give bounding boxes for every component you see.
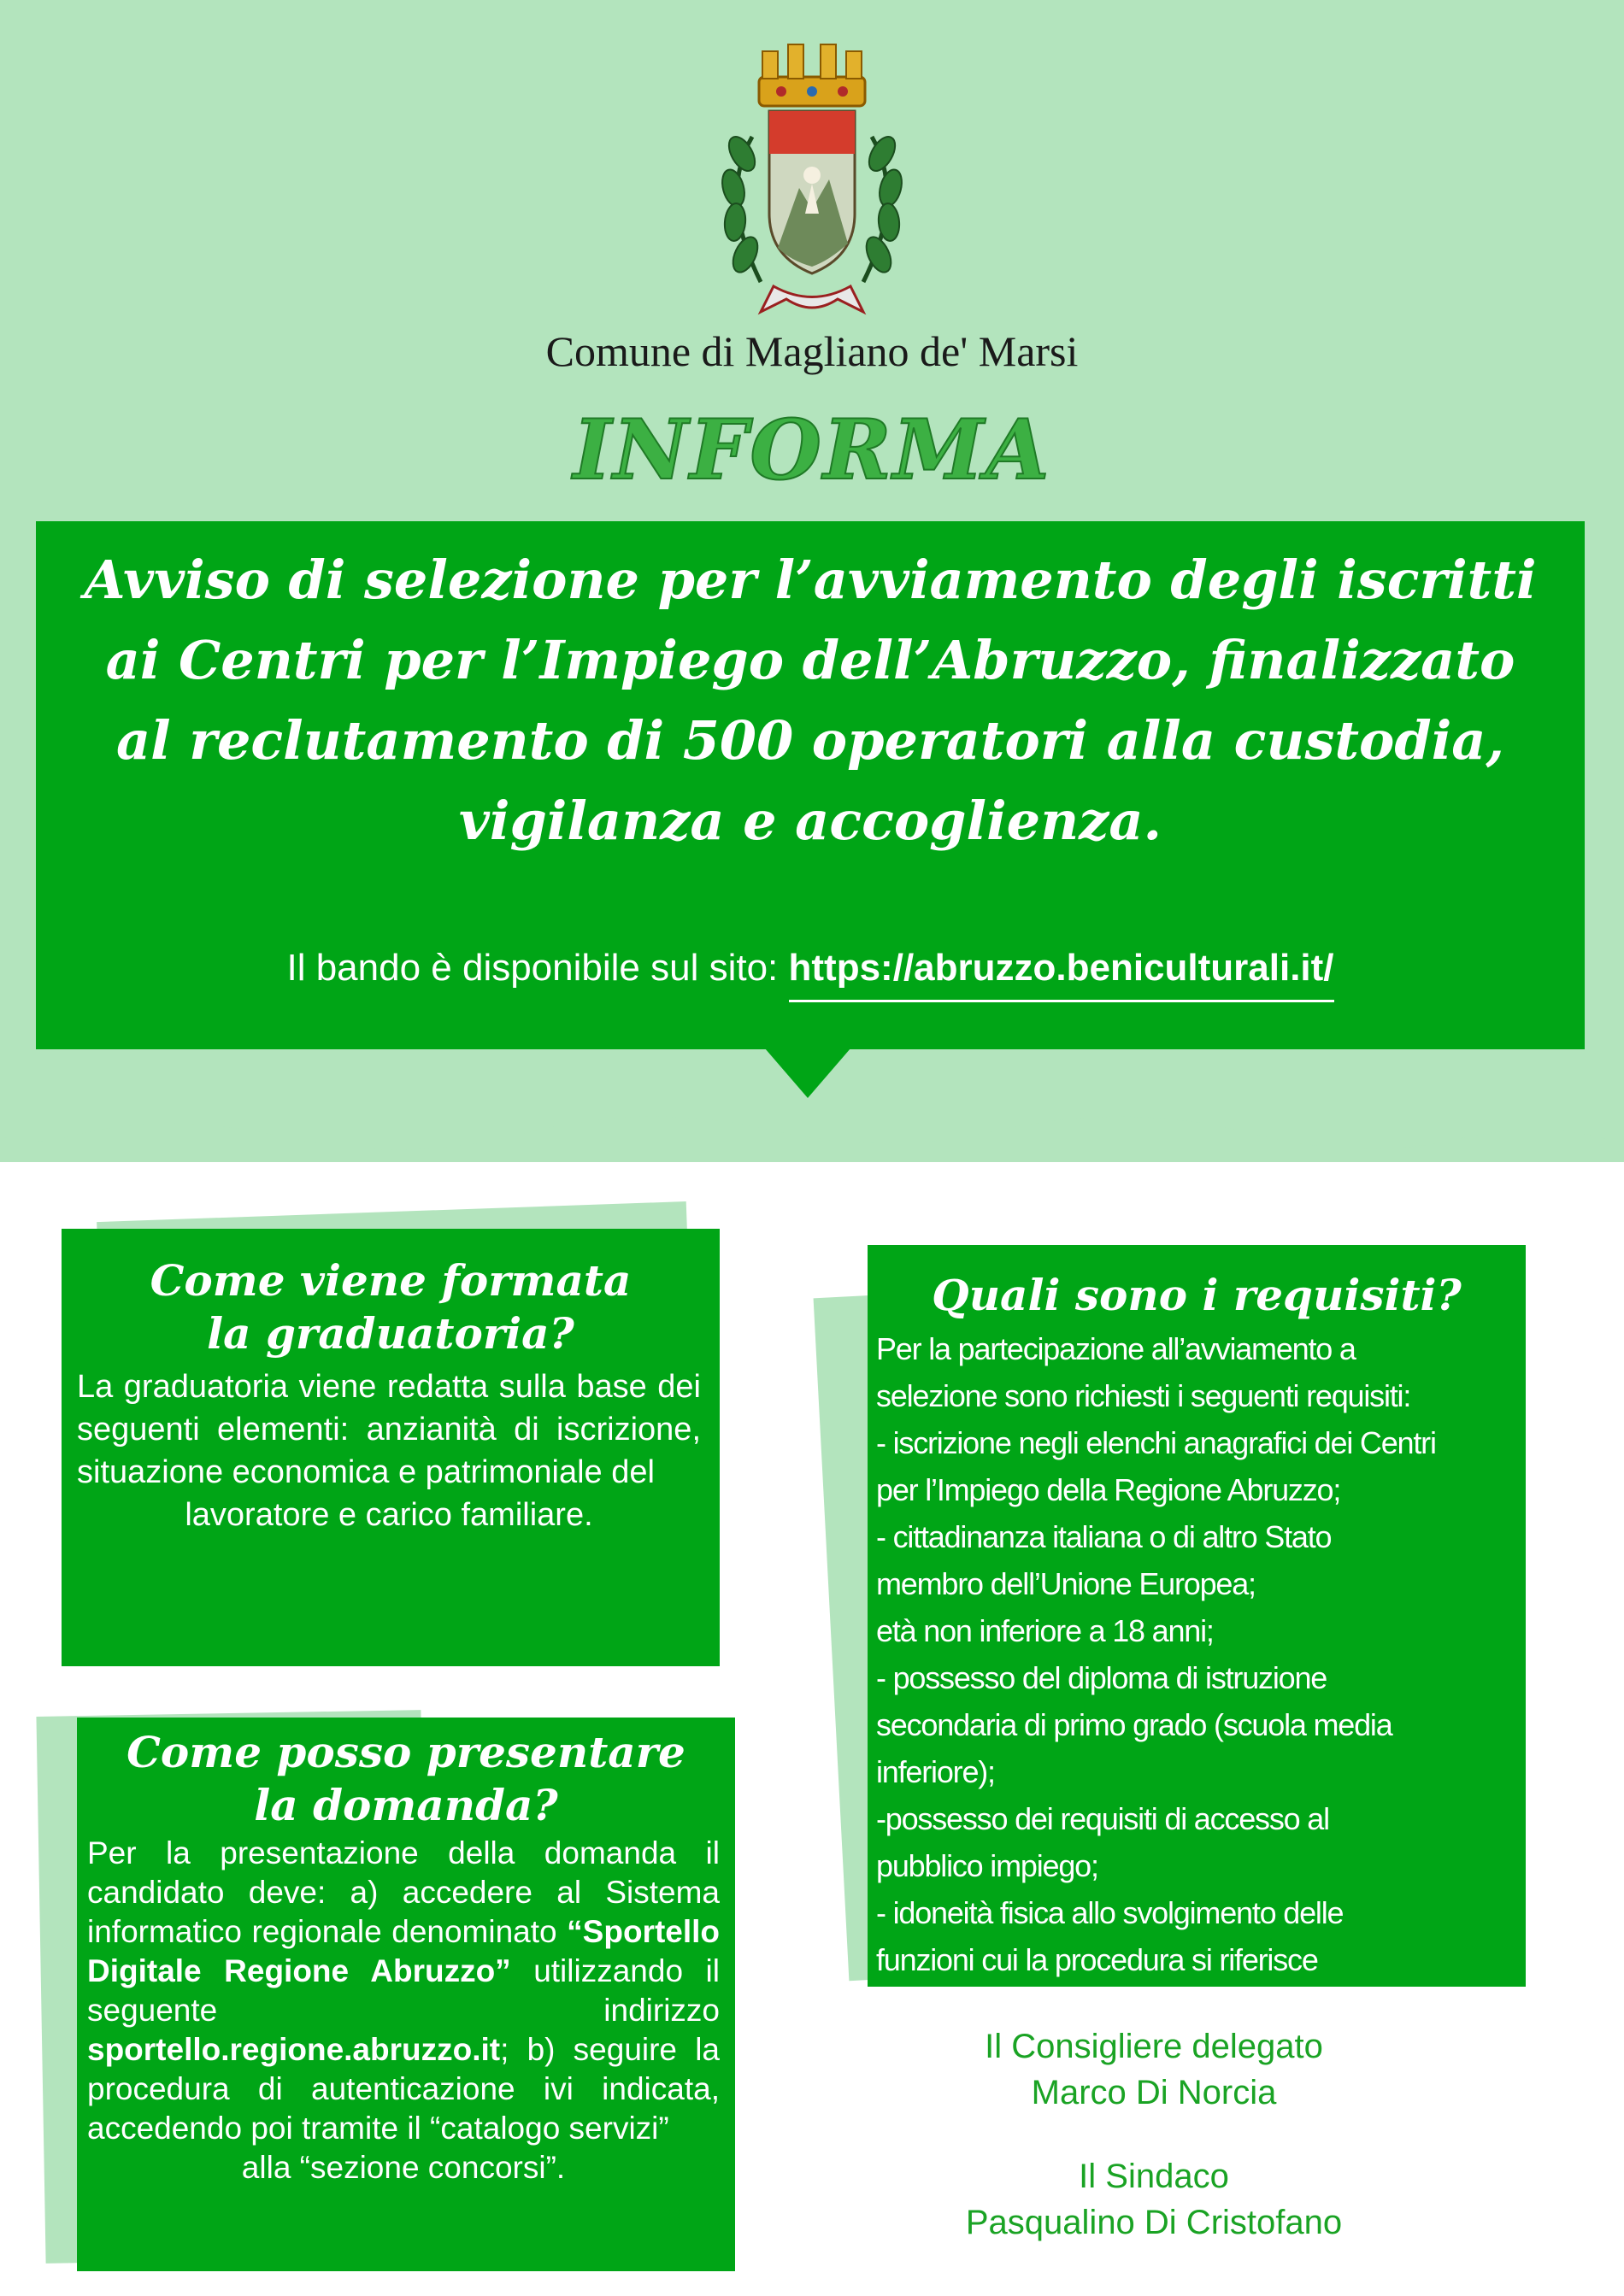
requirement-line: - iscrizione negli elenchi anagrafici dei Centri (876, 1425, 1436, 1460)
mayor-name: Pasqualino Di Cristofano (965, 2204, 1343, 2241)
application-text-3: ; b) seguire la procedura di autenticazione ivi indicata, accedendo poi tramite il “catalogo servizi” (87, 2032, 720, 2146)
notice-title-line: al reclutamento di 500 operatori alla custodia, (115, 709, 1505, 772)
application-text (77, 1832, 735, 2187)
notice-title-line: ai Centri per l’Impiego dell’Abruzzo, finalizzato (105, 629, 1515, 691)
councillor-role: Il Consigliere delegato (985, 2028, 1323, 2065)
ranking-text-body: La graduatoria viene redatta sulla base dei seguenti elementi: anzianità di iscrizione, situazione economica e patrimoniale del (77, 1369, 701, 1490)
requirement-line: Per la partecipazione all’avviamento a (876, 1331, 1356, 1366)
notice-pointer (765, 1048, 850, 1098)
shield-icon (769, 111, 855, 273)
requirement-line: funzioni cui la procedura si riferisce (876, 1942, 1318, 1977)
municipality-name: Comune di Magliano de' Marsi (545, 327, 1079, 375)
application-text-2: utilizzando il seguente indirizzo (87, 1953, 720, 2028)
requirement-line: - cittadinanza italiana o di altro Stato (876, 1519, 1332, 1554)
requirement-line: selezione sono richiesti i seguenti requisiti: (876, 1378, 1411, 1413)
municipal-coat-of-arms (692, 26, 932, 333)
requirements-box (868, 1245, 1526, 1987)
address-link[interactable]: sportello.regione.abruzzo.it (87, 2032, 501, 2067)
requirements-list (868, 1322, 1526, 1983)
requirement-line: secondaria di primo grado (scuola media (876, 1707, 1392, 1742)
mayor-role: Il Sindaco (1079, 2158, 1229, 2195)
requirement-line: membro dell’Unione Europea; (876, 1566, 1256, 1601)
notice-title (62, 540, 1559, 861)
mayor-signature (897, 2153, 1410, 2246)
notice-title-line: Avviso di selezione per l’avviamento degli iscritti (84, 549, 1537, 611)
site-url-link[interactable]: https://abruzzo.beniculturali.it/ (789, 947, 1334, 1002)
ribbon-icon (761, 286, 863, 312)
site-label: Il bando è disponibile sul sito: (286, 947, 779, 989)
application-title: Come posso presentare la domanda? (127, 1727, 685, 1830)
notice-title-line: vigilanza e accoglienza. (458, 790, 1162, 852)
application-text-1: Per la presentazione della domanda il candidato deve: a) accedere al Sistema informatico regionale denominato (87, 1835, 720, 1949)
notice-box (36, 521, 1585, 1049)
requirement-line: - idoneità fisica allo svolgimento delle (876, 1895, 1344, 1930)
requirement-line: pubblico impiego; (876, 1848, 1098, 1883)
ranking-title: Come viene formata la graduatoria? (150, 1255, 632, 1359)
system-name: “Sportello Digitale Regione Abruzzo” (87, 1914, 721, 1988)
application-box (77, 1718, 735, 2271)
requirement-line: - possesso del diploma di istruzione (876, 1660, 1327, 1695)
application-text-body (87, 1834, 720, 2148)
requirement-line: inferiore); (876, 1754, 995, 1789)
ranking-box (62, 1229, 720, 1666)
notice-site-line (36, 947, 1585, 1002)
requirement-line: età non inferiore a 18 anni; (876, 1613, 1214, 1648)
ranking-text-end: lavoratore e carico familiare. (185, 1497, 593, 1533)
ranking-text (62, 1360, 720, 1536)
requirement-line: per l’Impiego della Regione Abruzzo; (876, 1472, 1341, 1507)
requirement-line: -possesso dei requisiti di accesso al (876, 1801, 1329, 1836)
crown-icon (759, 44, 865, 106)
application-text-end: alla “sezione concorsi”. (241, 2150, 566, 2185)
requirements-title: Quali sono i requisiti? (932, 1270, 1462, 1320)
councillor-signature (897, 2023, 1410, 2116)
headline-informa: INFORMA (573, 402, 1051, 498)
councillor-name: Marco Di Norcia (1031, 2074, 1277, 2111)
